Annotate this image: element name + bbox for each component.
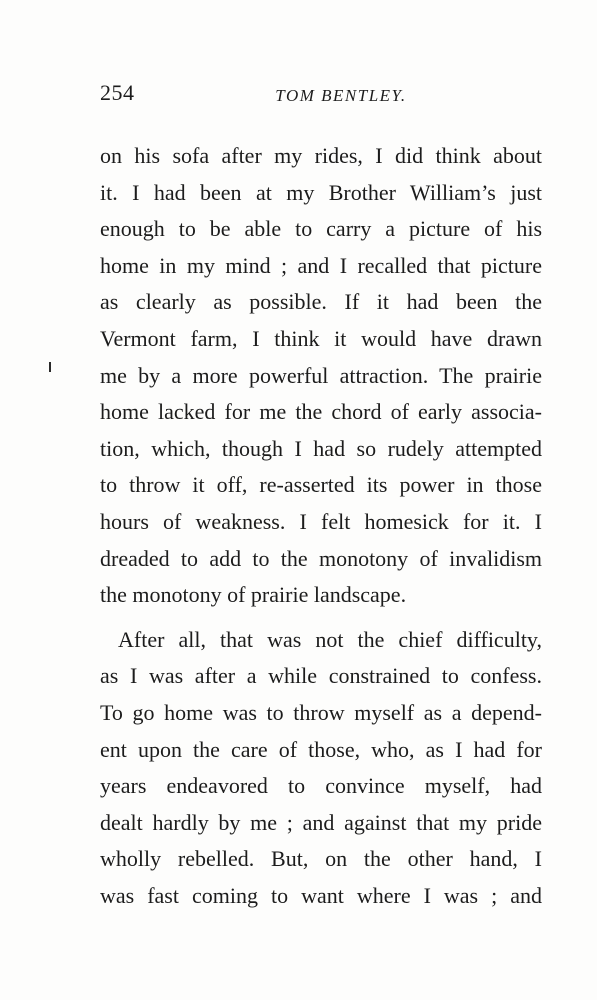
text-line: to throw it off, re-asserted its power in those [100, 472, 542, 498]
text-line: as clearly as possible. If it had been the [100, 289, 542, 315]
text-line: home lacked for me the chord of early associa- [100, 399, 542, 425]
text-line: the monotony of prairie landscape. [100, 582, 407, 608]
page-number: 254 [100, 80, 135, 105]
paragraph-gap [100, 614, 542, 622]
text-line: home in my mind ; and I recalled that picture [100, 252, 542, 278]
text-line: on his sofa after my rides, I did think about [100, 143, 542, 168]
page-header [100, 80, 542, 110]
text-line: Vermont farm, I think it would have drawn [100, 325, 542, 351]
text-line: To go home was to throw myself as a depend- [100, 699, 542, 725]
margin-mark [49, 362, 51, 372]
running-title: TOM BENTLEY. [275, 86, 407, 105]
text-line: enough to be able to carry a picture of his [100, 216, 542, 242]
text-line: hours of weakness. I felt homesick for it. I [100, 508, 542, 534]
paragraph-1 [100, 138, 542, 614]
text-line: dreaded to add to the monotony of invalidism [100, 545, 542, 571]
text-line: tion, which, though I had so rudely attempted [100, 435, 542, 461]
text-line: dealt hardly by me ; and against that my pride [100, 809, 542, 835]
body-text [100, 138, 542, 914]
text-line: ent upon the care of those, who, as I had for [100, 736, 542, 762]
text-line: me by a more powerful attraction. The prairie [100, 362, 542, 388]
text-line: as I was after a while constrained to confess. [100, 663, 542, 689]
text-line: years endeavored to convince myself, had [100, 773, 542, 799]
text-line: was fast coming to want where I was ; and [100, 882, 542, 908]
text-line: wholly rebelled. But, on the other hand, I [100, 846, 542, 872]
text-line: After all, that was not the chief difficulty, [118, 626, 542, 652]
paragraph-2 [100, 622, 542, 915]
text-line: it. I had been at my Brother William’s just [100, 179, 542, 205]
